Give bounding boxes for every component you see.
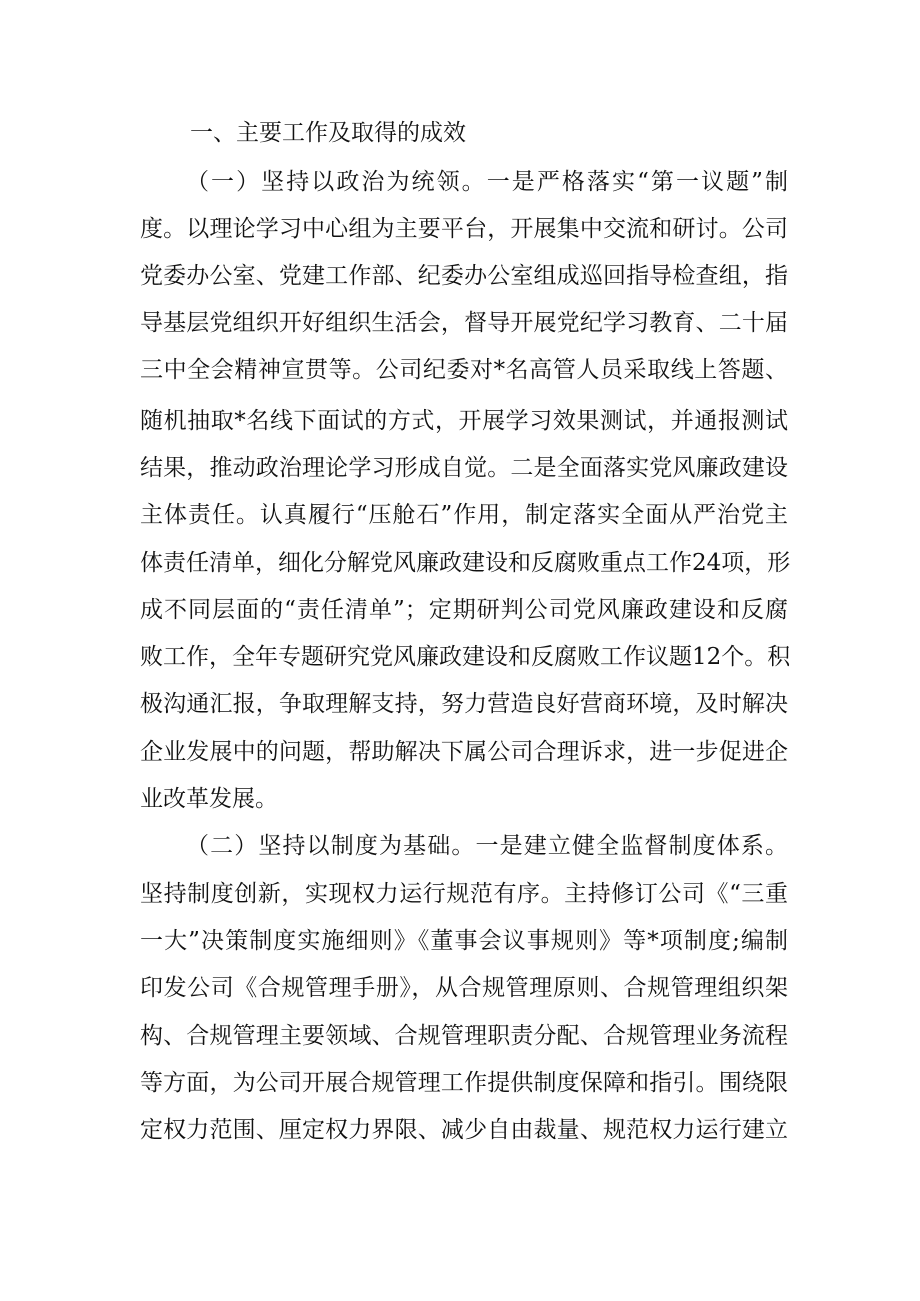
paragraph-line: 极沟通汇报，争取理解支持，努力营造良好营商环境，及时解决 bbox=[140, 691, 788, 717]
paragraph-line: （二）坚持以制度为基础。一是建立健全监督制度体系。 bbox=[186, 833, 788, 859]
paragraph-line: 党委办公室、党建工作部、纪委办公室组成巡回指导检查组，指 bbox=[140, 263, 788, 289]
paragraph-line: 体责任清单，细化分解党风廉政建设和反腐败重点工作24项，形 bbox=[140, 550, 791, 576]
paragraph-line: 度。以理论学习中心组为主要平台，开展集中交流和研讨。公司 bbox=[140, 216, 788, 242]
paragraph-line: 导基层党组织开好组织生活会，督导开展党纪学习教育、二十届 bbox=[140, 310, 788, 336]
paragraph-line: 结果，推动政治理论学习形成自觉。二是全面落实党风廉政建设 bbox=[140, 455, 788, 481]
paragraph-line: 败工作，全年专题研究党风廉政建设和反腐败工作议题12个。积 bbox=[140, 644, 791, 670]
paragraph-line: 坚持制度创新，实现权力运行规范有序。主持修订公司《“三重 bbox=[140, 881, 788, 907]
paragraph-line: 等方面，为公司开展合规管理工作提供制度保障和指引。围绕限 bbox=[140, 1070, 788, 1096]
paragraph-line: 构、合规管理主要领域、合规管理职责分配、合规管理业务流程 bbox=[140, 1023, 788, 1049]
paragraph-line: 随机抽取*名线下面试的方式，开展学习效果测试，并通报测试 bbox=[140, 408, 788, 434]
paragraph-line: 三中全会精神宣贯等。公司纪委对*名高管人员采取线上答题、 bbox=[140, 357, 788, 383]
paragraph-line: 企业发展中的问题，帮助解决下属公司合理诉求，进一步促进企 bbox=[140, 739, 788, 765]
paragraph-line: 成不同层面的“责任清单”；定期研判公司党风廉政建设和反腐 bbox=[140, 597, 788, 623]
paragraph-line: 主体责任。认真履行“压舱石”作用，制定落实全面从严治党主 bbox=[140, 502, 788, 528]
section-heading: 一、主要工作及取得的成效 bbox=[190, 120, 466, 146]
paragraph-line: 印发公司《合规管理手册》，从合规管理原则、合规管理组织架 bbox=[140, 975, 788, 1001]
paragraph-line: 一大”决策制度实施细则》《董事会议事规则》等*项制度;编制 bbox=[140, 928, 788, 954]
paragraph-line: 业改革发展。 bbox=[140, 786, 278, 812]
paragraph-line: 定权力范围、厘定权力界限、减少自由裁量、规范权力运行建立 bbox=[140, 1117, 788, 1143]
paragraph-line: （一）坚持以政治为统领。一是严格落实“第一议题”制 bbox=[186, 169, 788, 195]
